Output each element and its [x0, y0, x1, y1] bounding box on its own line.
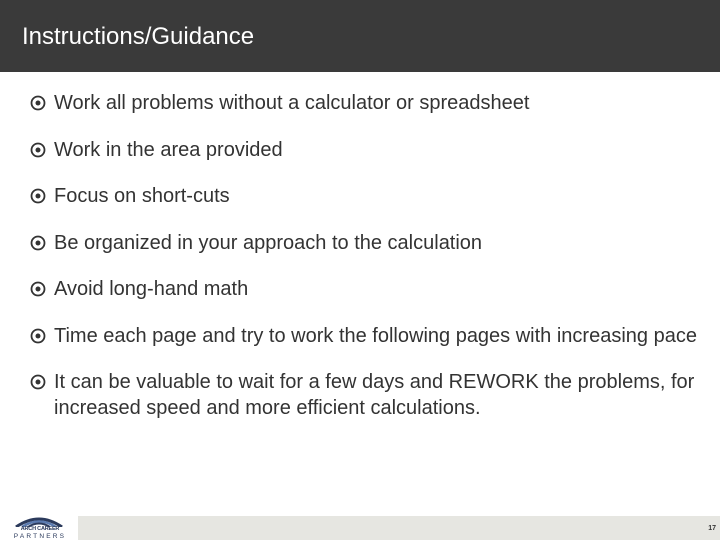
bullet-item: [30, 183, 700, 209]
bullet-item: [30, 369, 700, 421]
target-circle-icon: [30, 328, 46, 344]
bullet-text: Avoid long-hand math: [54, 278, 249, 300]
bullet-item: [30, 230, 700, 256]
bullet-text: Work in the area provided: [54, 138, 283, 161]
bullet-item: [30, 137, 700, 163]
target-circle-icon: [30, 142, 46, 158]
bullet-item: [30, 323, 700, 349]
bullet-list: [30, 90, 700, 442]
bullet-item: [30, 276, 700, 302]
bullet-item: [30, 90, 700, 116]
page-number: 17: [708, 525, 716, 532]
target-circle-icon: [30, 188, 46, 204]
bullet-text: Work all problems without a calculator or spreadsheet: [54, 92, 530, 114]
footer-bar: [78, 516, 720, 540]
target-circle-icon: [30, 374, 46, 390]
target-circle-icon: [30, 281, 46, 297]
logo-name: ARCH CAREER: [20, 526, 60, 532]
bullet-text: Time each page and try to work the following pages with increasing pace: [54, 324, 697, 347]
target-circle-icon: [30, 235, 46, 251]
target-circle-icon: [30, 95, 46, 111]
page-title: Instructions/Guidance: [22, 23, 255, 50]
bullet-text: Be organized in your approach to the calculation: [54, 231, 483, 254]
bullet-text: Focus on short-cuts: [54, 185, 230, 207]
title-bar: [0, 0, 720, 72]
bullet-text: It can be valuable to wait for a few days and REWORK the problems, for increased speed and more efficient calculations.: [54, 371, 695, 419]
logo-subtitle: PARTNERS: [13, 533, 67, 540]
company-logo: [10, 514, 68, 540]
